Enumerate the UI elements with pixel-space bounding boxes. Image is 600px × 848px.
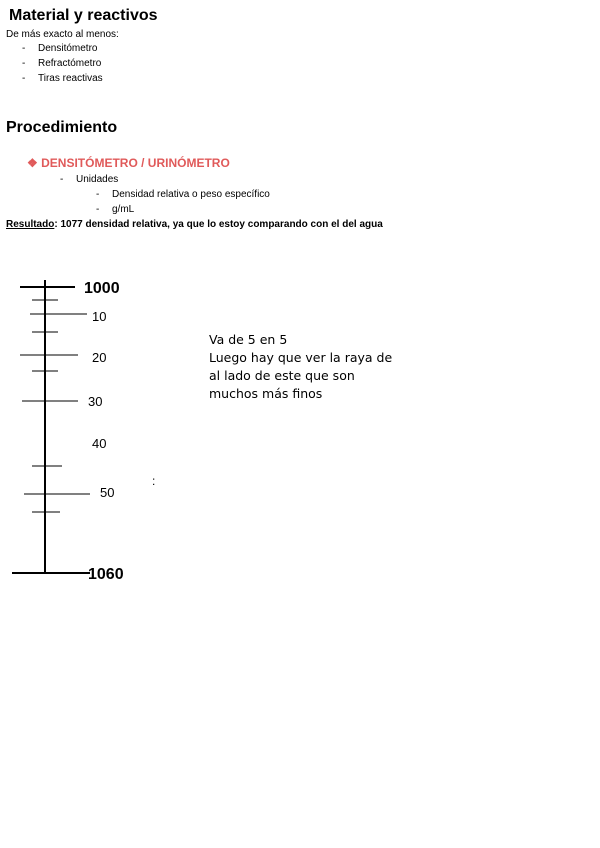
list-item: - g/mL (96, 204, 135, 215)
materials-intro: De más exacto al menos: (6, 29, 119, 40)
list-item-label: Unidades (76, 174, 119, 185)
tick-label: 20 (92, 350, 107, 365)
side-mark: : (152, 474, 156, 488)
diamond-bullet-icon: ❖ (27, 156, 38, 170)
bottom-label: 1060 (88, 566, 124, 583)
subtitle-densitometer (27, 156, 230, 170)
list-item: - Densidad relativa o peso específico (96, 189, 270, 200)
list-item: - Densitómetro (22, 43, 98, 54)
section-title-materials: Material y reactivos (9, 7, 158, 24)
result-line (6, 219, 383, 230)
tick-label: 50 (100, 485, 115, 500)
result-text: : 1077 densidad relativa, ya que lo estoy comparando con el del agua (54, 219, 383, 230)
note-line: muchos más finos (209, 386, 323, 401)
note-line: Luego hay que ver la raya de (209, 350, 393, 365)
list-item: - Tiras reactivas (22, 73, 103, 84)
tick-label: 40 (92, 436, 107, 451)
scale-note (209, 331, 392, 403)
note-line: al lado de este que son (209, 368, 355, 383)
list-item: - Refractómetro (22, 58, 102, 69)
note-line: Va de 5 en 5 (209, 332, 288, 347)
list-item-label: Tiras reactivas (38, 73, 103, 84)
tick-label: 30 (88, 394, 103, 409)
top-label: 1000 (84, 280, 120, 297)
list-item-label: Refractómetro (38, 58, 102, 69)
tick-label: 10 (92, 309, 107, 324)
subtitle-text: DENSITÓMETRO / URINÓMETRO (41, 156, 230, 170)
list-item-label: g/mL (112, 204, 135, 215)
result-label: Resultado (6, 219, 55, 230)
section-title-procedure: Procedimiento (6, 119, 118, 136)
list-item-label: Densitómetro (38, 43, 98, 54)
list-item-label: Densidad relativa o peso específico (112, 189, 270, 200)
hydrometer-scale-diagram (0, 270, 600, 590)
list-item: - Unidades (60, 174, 119, 185)
